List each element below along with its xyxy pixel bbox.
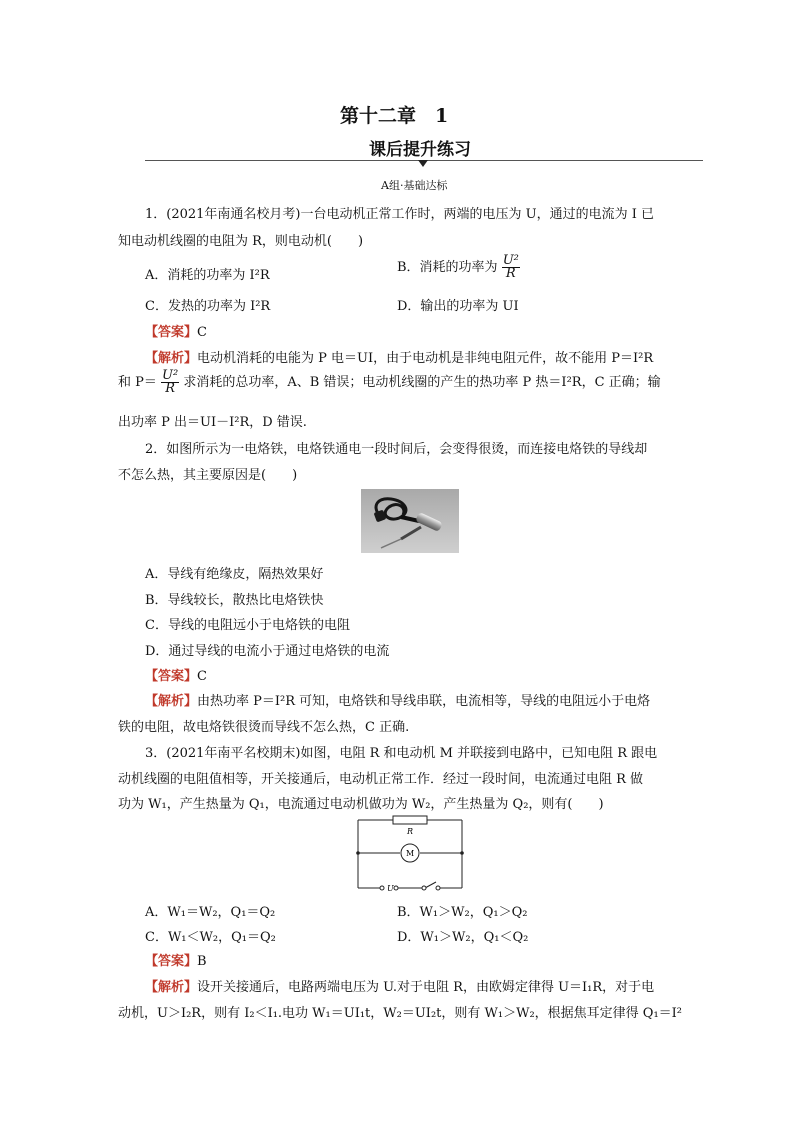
q2-stem-line2: 不怎么热，其主要原因是( ) xyxy=(118,468,298,483)
analysis-tag: 【解析】 xyxy=(145,351,198,366)
divider-triangle-icon xyxy=(418,160,428,167)
q1-option-d: D．输出的功率为 UI xyxy=(397,299,519,314)
q2-analysis-text1: 由热功率 P＝I²R 可知，电烙铁和导线串联，电流相等，导线的电阻远小于电烙 xyxy=(197,694,651,709)
q2-answer xyxy=(145,665,207,684)
q1-option-c: C．发热的功率为 I²R xyxy=(145,299,271,314)
circuit-label-m: M xyxy=(406,849,415,858)
q1-option-b-fraction xyxy=(502,255,520,280)
q2-stem-line1: 2．如图所示为一电烙铁，电烙铁通电一段时间后，会变得很烫，而连接电烙铁的导线却 xyxy=(145,442,648,457)
soldering-iron-photo xyxy=(361,489,459,553)
q1-analysis-numerator: U² xyxy=(162,368,179,383)
q1-analysis-line3: 出功率 P 出＝UI－I²R，D 错误. xyxy=(118,415,307,430)
q3-stem-line2: 动机线圈的电阻值相等，开关接通后，电动机正常工作．经过一段时间，电流通过电阻 R 做 xyxy=(118,772,644,787)
q3-analysis-line1 xyxy=(145,976,654,995)
q1-option-b xyxy=(397,255,520,280)
q1-answer xyxy=(145,321,207,340)
q1-analysis-prefix: 和 P＝ xyxy=(118,375,157,390)
q1-analysis-suffix: 求消耗的总功率，A、B 错误；电动机线圈的产生的热功率 P 热＝I²R，C 正确；输 xyxy=(183,375,661,390)
q3-option-a: A．W₁＝W₂，Q₁＝Q₂ xyxy=(145,905,276,920)
group-title: A组·基础达标 xyxy=(381,179,448,192)
q3-answer-value: B xyxy=(197,954,207,969)
q3-analysis-line2: 动机，U＞I₂R，则有 I₂＜I₁.电功 W₁＝UI₁t，W₂＝UI₂t，则有 W₁＞W₂，根据焦耳定律得 Q₁＝I² xyxy=(118,1006,683,1021)
answer-tag: 【答案】 xyxy=(145,954,198,969)
circuit-label-r: R xyxy=(407,827,414,836)
q1-stem-line1: 1．(2021年南通名校月考)一台电动机正常工作时，两端的电压为 U，通过的电流为 I 已 xyxy=(145,207,654,222)
q3-stem-line1: 3．(2021年南平名校期末)如图，电阻 R 和电动机 M 并联接到电路中，已知电阻 R 跟电 xyxy=(145,746,658,761)
resistor-symbol xyxy=(393,816,427,824)
q1-analysis-line2 xyxy=(118,370,661,395)
q1-analysis-line1 xyxy=(145,347,653,366)
answer-tag: 【答案】 xyxy=(145,325,198,340)
page-subtitle: 课后提升练习 xyxy=(369,140,471,160)
chapter-title: 第十二章 1 xyxy=(340,105,449,127)
q1-option-b-denominator: R xyxy=(505,266,516,281)
q1-analysis-fraction xyxy=(161,370,179,395)
q1-analysis-denominator: R xyxy=(165,381,176,396)
q2-analysis-line1 xyxy=(145,690,650,709)
q1-stem-line2: 知电动机线圈的电阻为 R，则电动机( ) xyxy=(118,234,364,249)
q3-analysis-text1: 设开关接通后，电路两端电压为 U.对于电阻 R，由欧姆定律得 U＝I₁R，对于电 xyxy=(197,980,655,995)
q2-analysis-line2: 铁的电阻，故电烙铁很烫而导线不怎么热，C 正确. xyxy=(118,720,410,735)
q2-option-d: D．通过导线的电流小于通过电烙铁的电流 xyxy=(145,644,390,659)
q1-answer-value: C xyxy=(197,325,207,340)
q2-option-c: C．导线的电阻远小于电烙铁的电阻 xyxy=(145,618,350,633)
q3-option-d: D．W₁＞W₂，Q₁＜Q₂ xyxy=(397,930,529,945)
analysis-tag: 【解析】 xyxy=(145,694,198,709)
q1-option-b-prefix: B．消耗的功率为 xyxy=(397,260,498,275)
q2-option-b: B．导线较长，散热比电烙铁快 xyxy=(145,593,324,608)
circuit-diagram xyxy=(350,815,470,895)
q1-analysis-text1: 电动机消耗的电能为 P 电＝UI，由于电动机是非纯电阻元件，故不能用 P＝I²R xyxy=(197,351,654,366)
q3-answer xyxy=(145,950,207,969)
analysis-tag: 【解析】 xyxy=(145,980,198,995)
q3-option-c: C．W₁＜W₂，Q₁＝Q₂ xyxy=(145,930,276,945)
q1-option-a: A．消耗的功率为 I²R xyxy=(145,268,270,283)
circuit-label-u: U xyxy=(387,884,394,893)
q2-answer-value: C xyxy=(197,669,207,684)
q2-option-a: A．导线有绝缘皮，隔热效果好 xyxy=(145,567,324,582)
q3-stem-line3: 功为 W₁，产生热量为 Q₁，电流通过电动机做功为 W₂，产生热量为 Q₂，则有( ) xyxy=(118,797,604,812)
q3-option-b: B．W₁＞W₂，Q₁＞Q₂ xyxy=(397,905,528,920)
q1-option-b-numerator: U² xyxy=(502,253,519,268)
answer-tag: 【答案】 xyxy=(145,669,198,684)
